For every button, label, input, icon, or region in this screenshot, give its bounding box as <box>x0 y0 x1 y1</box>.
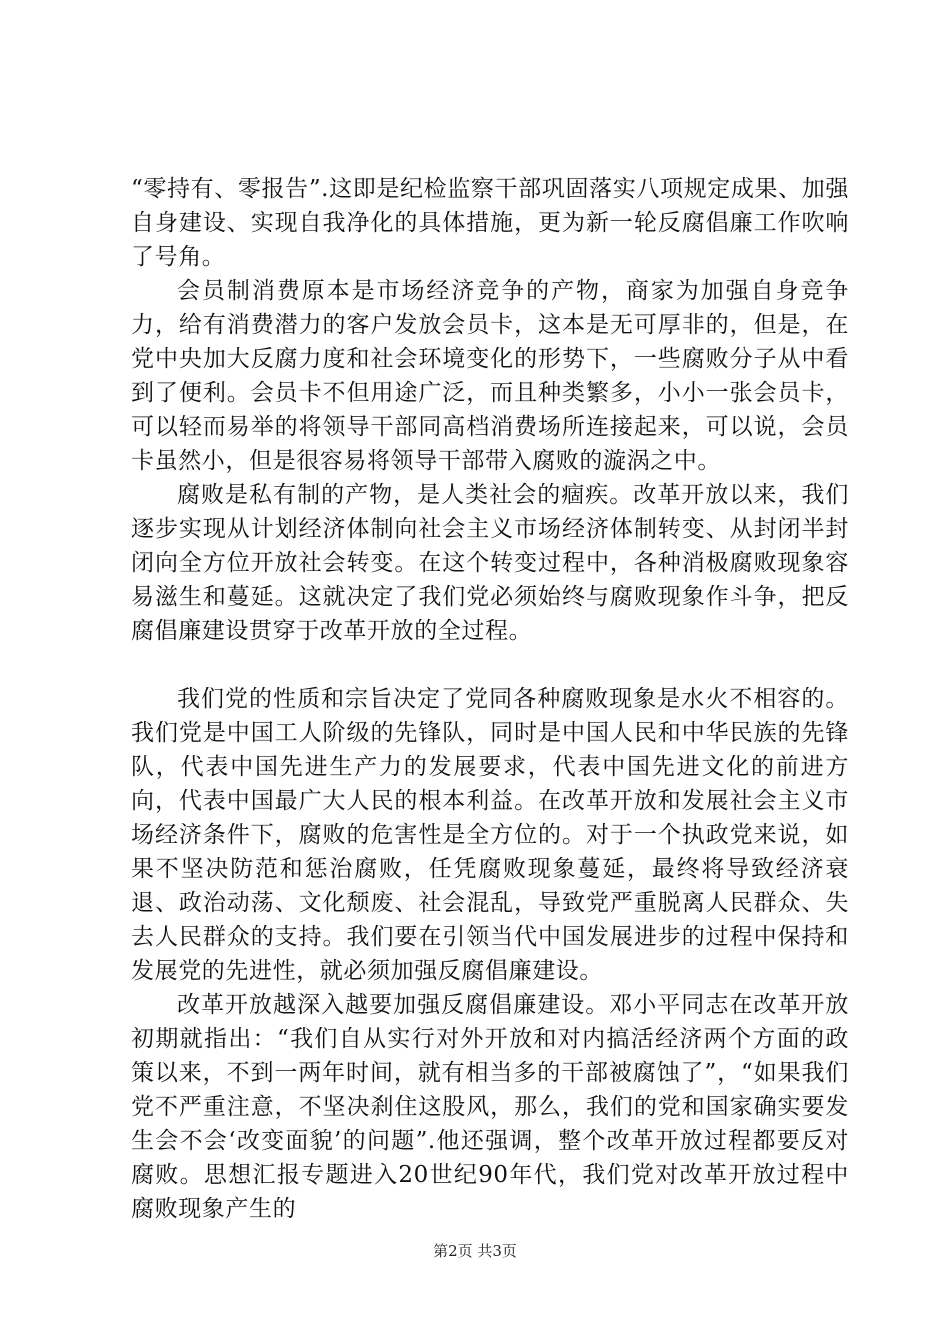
paragraph-reform-opening: 改革开放越深入越要加强反腐倡廉建设。邓小平同志在改革开放初期就指出：“我们自从实行对外开放和对内搞活经济两个方面的政策以来，不到一两年时间，就有相当多的干部被腐蚀了”，“如果我们党不严重注意，不坚决刹住这股风，那么，我们的党和国家确实要发生会不会‘改变面貌’的问题”.他还强调，整个改革开放过程都要反对腐败。思想汇报专题进入20世纪90年代，我们党对改革开放过程中腐败现象产生的 <box>131 992 849 1222</box>
paragraph-spacer <box>131 648 849 682</box>
paragraph-party-nature: 我们党的性质和宗旨决定了党同各种腐败现象是水火不相容的。我们党是中国工人阶级的先锋队，同时是中国人民和中华民族的先锋队，代表中国先进生产力的发展要求，代表中国先进文化的前进方向，代表中国最广大人民的根本利益。在改革开放和发展社会主义市场经济条件下，腐败的危害性是全方位的。对于一个执政党来说，如果不坚决防范和惩治腐败，任凭腐败现象蔓延，最终将导致经济衰退、政治动荡、文化颓废、社会混乱，导致党严重脱离人民群众、失去人民群众的支持。我们要在引领当代中国发展进步的过程中保持和发展党的先进性，就必须加强反腐倡廉建设。 <box>131 686 849 984</box>
paragraph-corruption-origin: 腐败是私有制的产物，是人类社会的痼疾。改革开放以来，我们逐步实现从计划经济体制向社会主义市场经济体制转变、从封闭半封闭向全方位开放社会转变。在这个转变过程中，各种消极腐败现象容易滋生和蔓延。这就决定了我们党必须始终与腐败现象作斗争，把反腐倡廉建设贯穿于改革开放的全过程。 <box>131 482 849 644</box>
document-body <box>131 172 849 1226</box>
paragraph-membership-card: 会员制消费原本是市场经济竞争的产物，商家为加强自身竞争力，给有消费潜力的客户发放会员卡，这本是无可厚非的，但是，在党中央加大反腐力度和社会环境变化的形势下，一些腐败分子从中看到了便利。会员卡不但用途广泛，而且种类繁多，小小一张会员卡，可以轻而易举的将领导干部同高档消费场所连接起来，可以说，会员卡虽然小，但是很容易将领导干部带入腐败的漩涡之中。 <box>131 278 849 474</box>
page-footer: 第2页 共3页 <box>433 1242 517 1260</box>
paragraph-continuation: “零持有、零报告”.这即是纪检监察干部巩固落实八项规定成果、加强自身建设、实现自我净化的具体措施，更为新一轮反腐倡廉工作吹响了号角。 <box>131 176 849 270</box>
